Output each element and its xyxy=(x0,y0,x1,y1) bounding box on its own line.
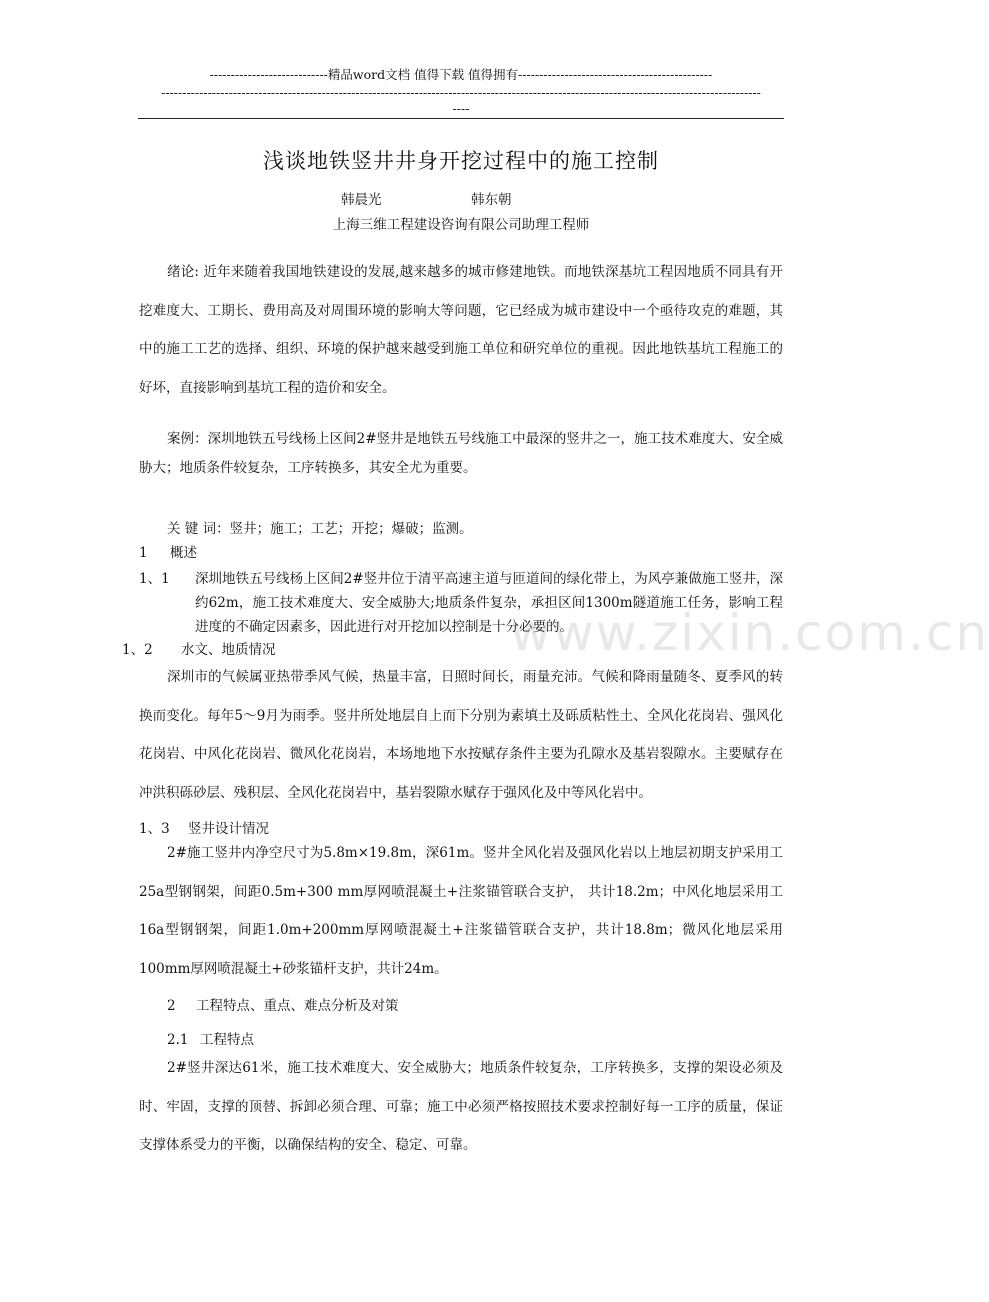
section-1-2-heading: 水文、地质情况 xyxy=(181,642,276,658)
section-1-3-text: 2#施工竖井内净空尺寸为5.8m×19.8m，深61m。竖井全风化岩及强风化岩以上地层初期支护采用工25a型钢钢架，间距0.5m+300 mm厚网喷混凝土+注浆锚管联合支护， 共计18.2m；中风化地层采用工16a型钢钢架，间距1.0m+200mm厚网喷混凝土+注浆锚管联合支护，共计18.8m；微风化地层采用100mm厚网喷混凝土+砂浆锚杆支护，共计24m。 xyxy=(139,845,783,977)
section-2-heading: 工程特点、重点、难点分析及对策 xyxy=(196,998,399,1014)
section-1-2-number: 1、2 xyxy=(122,642,153,658)
watermark-text: www.zixin.com.cn xyxy=(510,604,989,662)
section-1-1-number: 1、1 xyxy=(139,571,170,587)
header-banner: ----------------------------精品word文档 值得下载 值得拥有---------------------------------------------- xyxy=(209,67,713,82)
affiliation: 上海三维工程建设咨询有限公司助理工程师 xyxy=(332,217,590,233)
document-title: 浅谈地铁竖井井身开挖过程中的施工控制 xyxy=(263,149,659,173)
author-2: 韩东朝 xyxy=(471,192,512,208)
header-dash-tail: ---- xyxy=(452,101,470,116)
section-2-1-text: 2#竖井深达61米，施工技术难度大、安全威胁大；地质条件较复杂，工序转换多，支撑的架设必须及时、牢固，支撑的顶替、拆卸必须合理、可靠；施工中必须严格按照技术要求控制好每一工序的质量，保证支撑体系受力的平衡，以确保结构的安全、稳定、可靠。 xyxy=(139,1060,783,1153)
section-2-1-heading: 工程特点 xyxy=(200,1032,254,1048)
section-1-1-text: 深圳地铁五号线杨上区间2#竖井位于清平高速主道与匝道间的绿化带上，为风亭兼做施工竖井，深约62m，施工技术难度大、安全威胁大;地质条件复杂，承担区间1300m隧道施工任务，影响工程进度的不确定因素多，因此进行对开挖加以控制是十分必要的。 xyxy=(195,571,783,635)
abstract-paragraph: 绪论: 近年来随着我国地铁建设的发展,越来越多的城市修建地铁。而地铁深基坑工程因地质不同具有开挖难度大、工期长、费用高及对周围环境的影响大等问题，它已经成为城市建设中一个亟待攻克的难题，其中的施工工艺的选择、组织、环境的保护越来越受到施工单位和研究单位的重视。因此地铁基坑工程施工的好坏，直接影响到基坑工程的造价和安全。 xyxy=(139,264,783,396)
case-paragraph: 案例：深圳地铁五号线杨上区间2#竖井是地铁五号线施工中最深的竖井之一，施工技术难度大、安全威胁大；地质条件较复杂，工序转换多，其安全尤为重要。 xyxy=(139,431,783,476)
keywords: 关 键 词：竖井；施工；工艺；开挖；爆破；监测。 xyxy=(167,521,473,537)
author-1: 韩晨光 xyxy=(341,192,382,208)
section-1-2-text: 深圳市的气候属亚热带季风气候，热量丰富，日照时间长，雨量充沛。气候和降雨量随冬、夏季风的转换而变化。每年5～9月为雨季。竖井所处地层自上而下分别为素填土及砾质粘性土、全风化花岗岩、强风化花岗岩、中风化花岗岩、微风化花岗岩，本场地地下水按赋存条件主要为孔隙水及基岩裂隙水。主要赋存在冲洪积砾砂层、残积层、全风化花岗岩中，基岩裂隙水赋存于强风化及中等风化岩中。 xyxy=(139,669,783,801)
section-1-3-number: 1、3 xyxy=(139,821,170,837)
header-rule xyxy=(138,118,784,119)
section-1-number: 1 xyxy=(139,545,148,561)
header-dash-line: ---------------------------------------------------------------------------------------------------------------------------------------------- xyxy=(161,85,761,100)
section-1-3-heading: 竖井设计情况 xyxy=(188,821,269,837)
section-2-1-number: 2.1 xyxy=(167,1032,189,1048)
section-2-number: 2 xyxy=(167,998,176,1014)
section-1-heading: 概述 xyxy=(170,545,197,561)
